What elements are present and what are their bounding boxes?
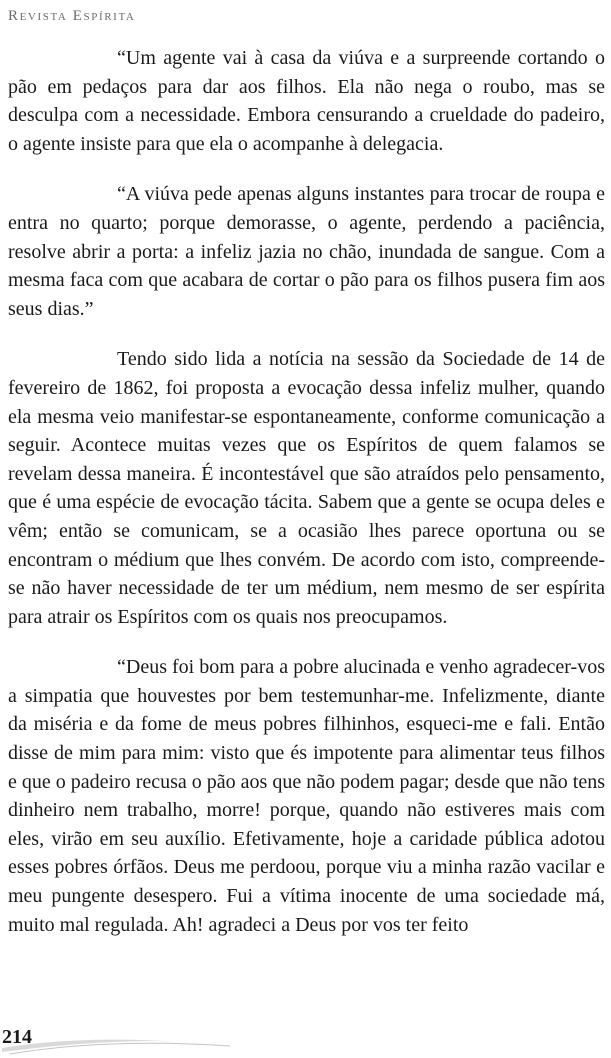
decorative-swoosh-icon [0, 1014, 240, 1058]
paragraph-3: Tendo sido lida a notícia na sessão da Sociedade de 14 de fevereiro de 1862, foi proposta a evocação dessa infeliz mulher, quando ela mesma veio manifestar-se espontaneamente, conforme comunicação a seguir. Acontece muitas vezes que os Espíritos de quem falamos se revelam dessa maneira. É incontestável que são atraídos pelo pensamento, que é uma espécie de evocação tácita. Sabem que a gente se ocupa deles e vêm; então se comunicam, se a ocasião lhes parece oportuna ou se encontram o médium que lhes convém. De acordo com isto, compreende-se não haver necessidade de ter um médium, nem mesmo de ser espírita para atrair os Espíritos com os quais nos preocupamos. [8, 348, 605, 628]
running-header: Revista Espírita [8, 8, 136, 24]
paragraph-1: “Um agente vai à casa da viúva e a surpreende cortando o pão em pedaços para dar aos filhos. Ela não nega o roubo, mas se desculpa com a necessidade. Embora censurando a crueldade do padeiro, o agente insiste para que ela o acompanhe à delegacia. [8, 47, 605, 155]
page-number: 214 [2, 1026, 32, 1048]
page-body [8, 44, 605, 961]
paragraph-2: “A viúva pede apenas alguns instantes para trocar de roupa e entra no quarto; porque demorasse, o agente, perdendo a paciência, resolve abrir a porta: a infeliz jazia no chão, inundada de sangue. Com a mesma faca com que acabara de cortar o pão para os filhos pusera fim aos seus dias.” [8, 183, 605, 320]
page-footer [0, 1014, 611, 1058]
paragraph-4: “Deus foi bom para a pobre alucinada e venho agradecer-vos a simpatia que houvestes por bem testemunhar-me. Infelizmente, diante da miséria e da fome de meus pobres filhinhos, esqueci-me e fali. Então disse de mim para mim: visto que és impotente para alimentar teus filhos e que o padeiro recusa o pão aos que não podem pagar; desde que não tens dinheiro nem trabalho, morre! porque, quando não estiveres mais com eles, virão em seu auxílio. Efetivamente, hoje a caridade pública adotou esses pobres órfãos. Deus me perdoou, porque viu a minha razão vacilar e meu pungente desespero. Fui a vítima inocente de uma sociedade má, muito mal regulada. Ah! agradeci a Deus por vos ter feito [8, 656, 606, 936]
